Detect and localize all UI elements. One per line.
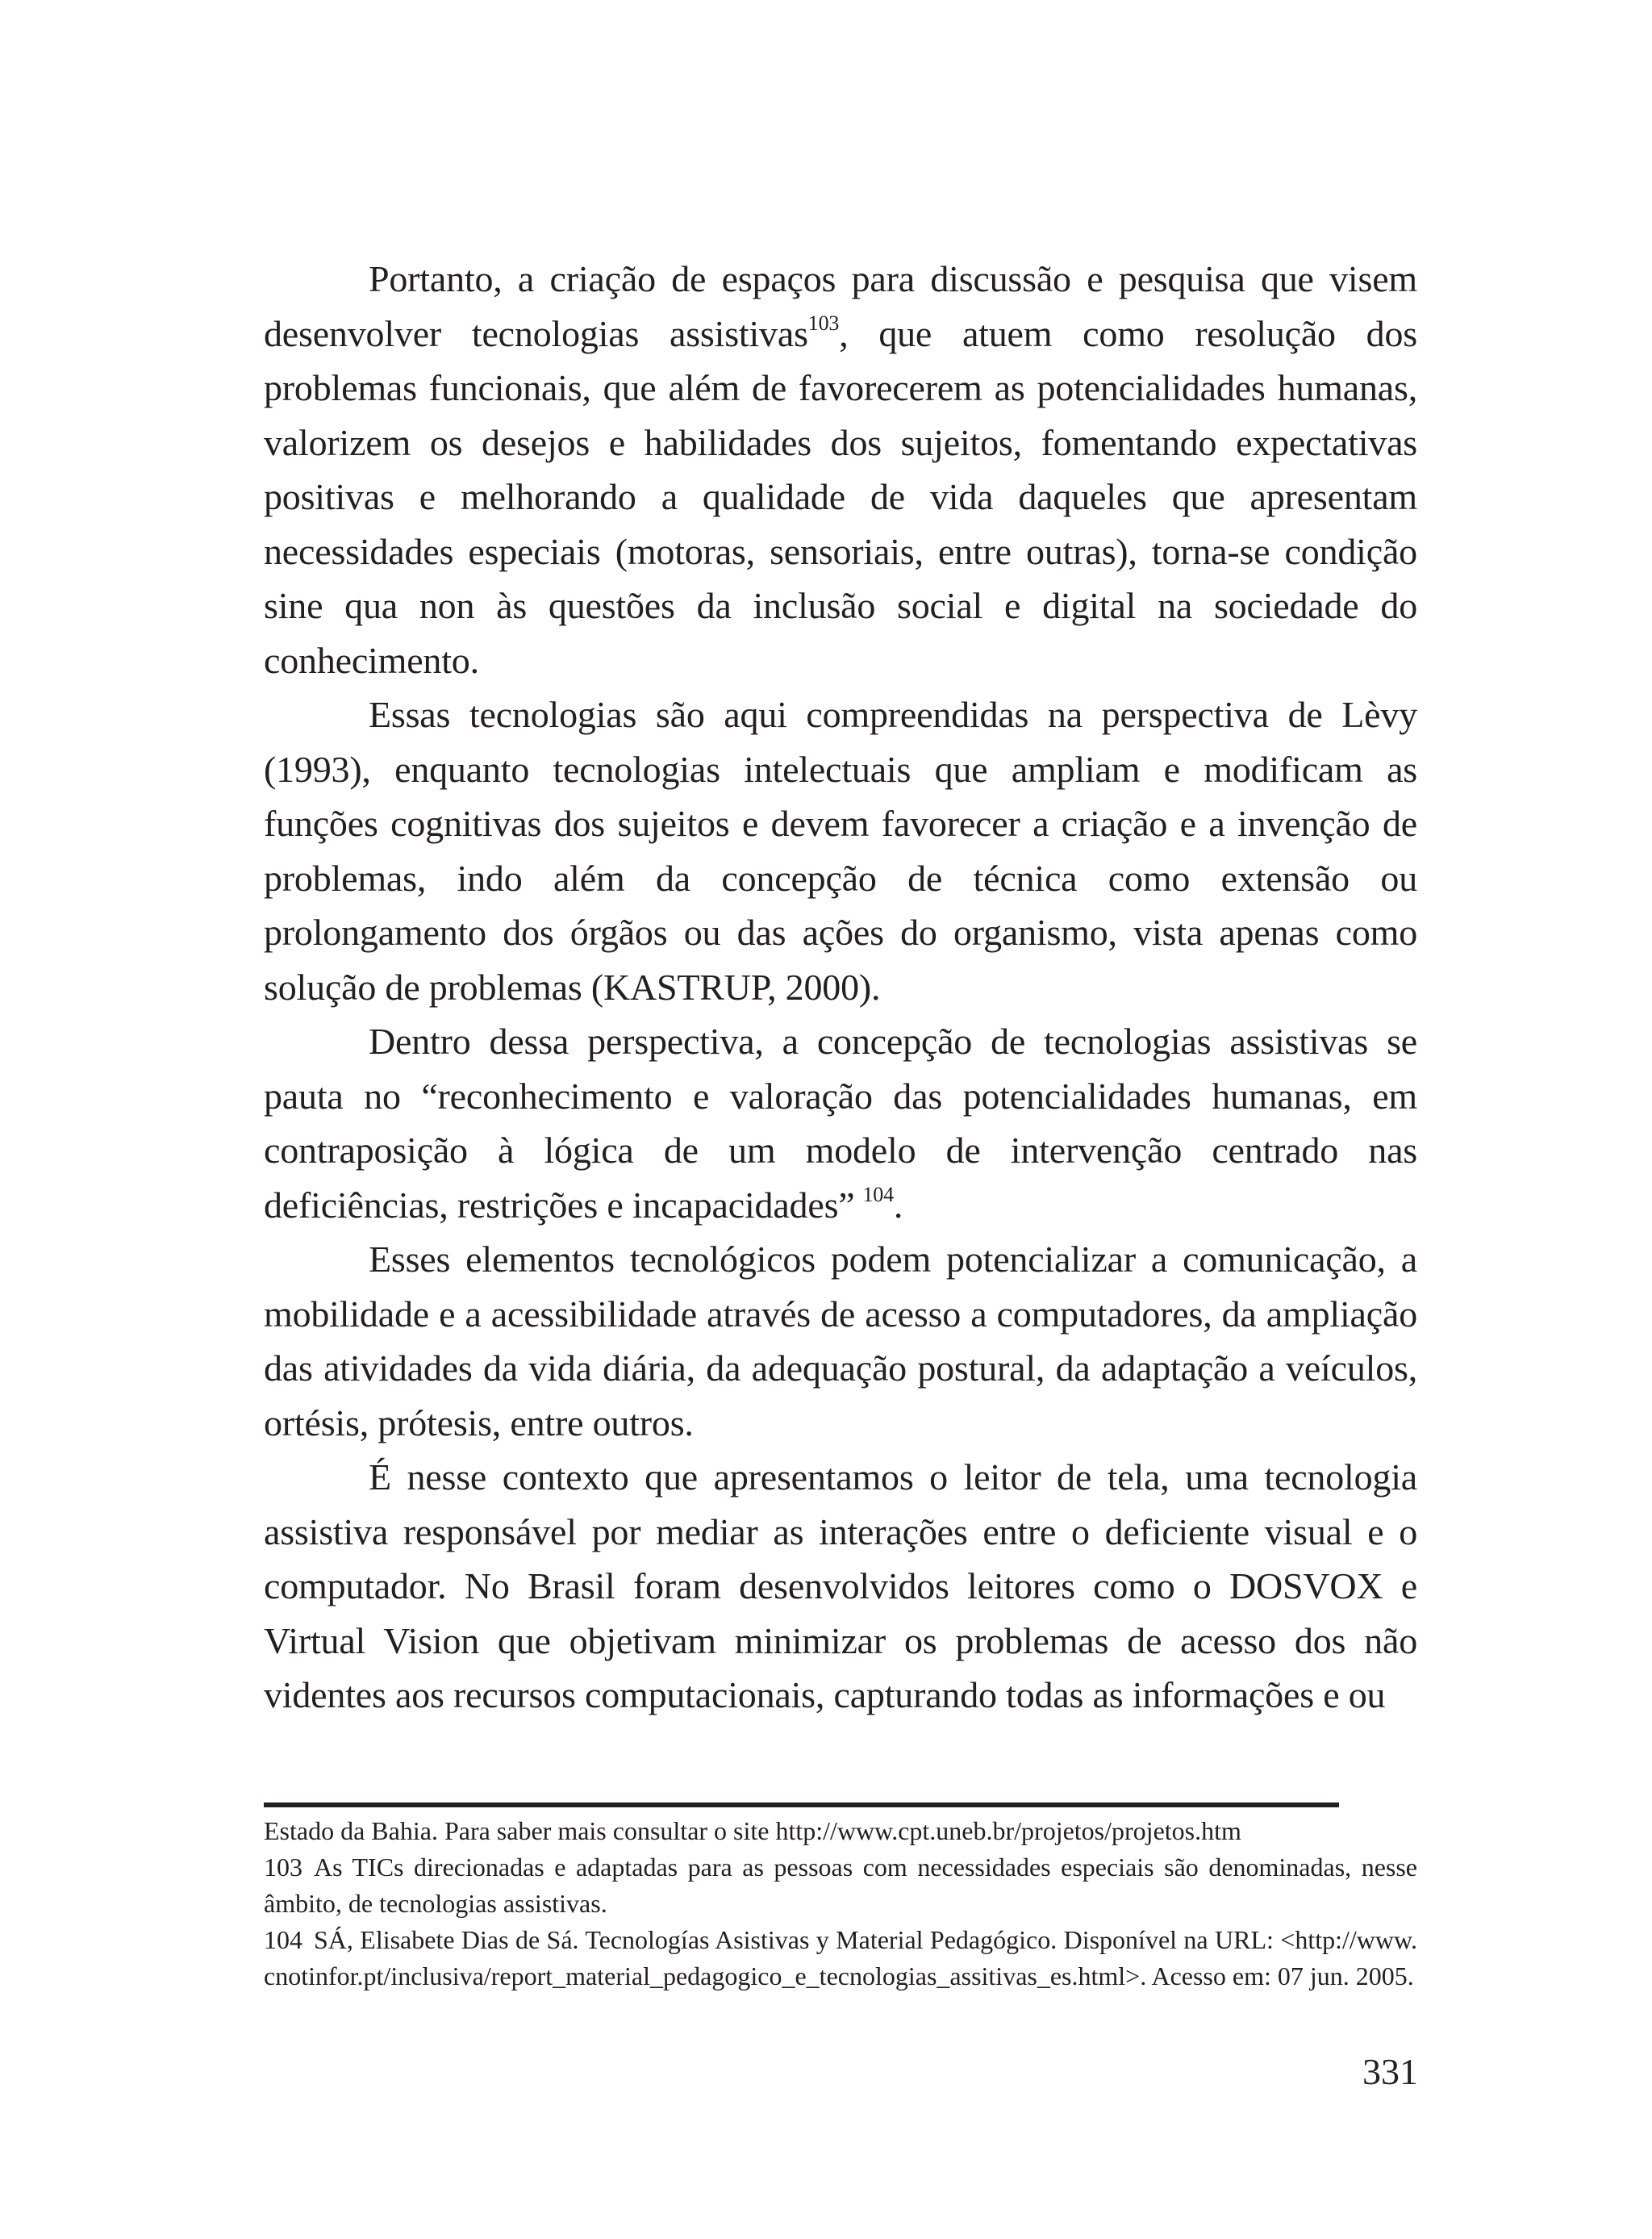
paragraph-3-text-a: Dentro dessa perspectiva, a concepção de tecnologias assistivas se pauta no “reconhecimento e valoração das potencialidades humanas, em contraposição à lógica de um modelo de intervenção centrado nas deficiências, restrições e incapacidades” [264,1021,1417,1226]
footnote-ref-104: 104 [862,1182,894,1206]
body-text [264,252,1417,1723]
paragraph-1 [264,252,1417,687]
footnote-104-number: 104 [264,1925,302,1954]
page-number: 331 [1362,2051,1418,2092]
paragraph-5: É nesse contexto que apresentamos o leitor de tela, uma tecnologia assistiva responsável por mediar as interações entre o deficiente visual e o computador. No Brasil foram desenvolvidos leitores como o DOSVOX e Virtual Vision que objetivam minimizar os problemas de acesso dos não videntes aos recursos computacionais, capturando todas as informações e ou [264,1456,1417,1715]
footnotes [264,1813,1417,1995]
paragraph-3 [264,1014,1417,1232]
paragraph-2: Essas tecnologias são aqui compreendidas na perspectiva de Lèvy (1993), enquanto tecnologias intelectuais que ampliam e modificam as funções cognitivas dos sujeitos e devem favorecer a criação e a invenção de problemas, indo além da concepção de técnica como extensão ou prolongamento dos órgãos ou das ações do organismo, vista apenas como solução de problemas (KASTRUP, 2000). [264,694,1417,1008]
footnote-103-text: As TICs direcionadas e adaptadas para as pessoas com necessidades especiais são denominadas, nesse âmbito, de tecnologias assistivas. [264,1853,1417,1918]
paragraph-3-text-b: . [893,1184,903,1226]
paragraph-4: Esses elementos tecnológicos podem potencializar a comunicação, a mobilidade e a acessibilidade através de acesso a computadores, da ampliação das atividades da vida diária, da adequação postural, da adaptação a veículos, ortésis, prótesis, entre outros. [264,1239,1417,1443]
footnote-103-number: 103 [264,1853,302,1882]
footnote-continued: Estado da Bahia. Para saber mais consultar o site http://www.cpt.uneb.br/projetos/projetos.htm [264,1816,1241,1845]
footnote-103 [264,1849,1417,1922]
footnote-104-text-b: . Acesso em: 07 jun. 2005. [1140,1961,1414,1990]
footnote-ref-103: 103 [807,311,840,335]
footnote-separator [264,1802,1339,1807]
footnote-104 [264,1922,1417,1995]
footnote-104-url: <http://www.cnotinfor.pt/inclusiva/report_material_pedagogico_e_tecnologias_assitivas_es.html> [264,1925,1418,1990]
footnote-104-text-a: SÁ, Elisabete Dias de Sá. Tecnologías Asistivas y Material Pedagógico. Disponível na URL: [314,1925,1274,1954]
paragraph-1-text-b: , que atuem como resolução dos problemas funcionais, que além de favorecerem as potencialidades humanas, valorizem os desejos e habilidades dos sujeitos, fomentando expectativas positivas e melhorando a qualidade de vida daqueles que apresentam necessidades especiais (motoras, sensoriais, entre outras), torna-se condição sine qua non às questões da inclusão social e digital na sociedade do conhecimento. [264,312,1417,681]
paragraph-1-text-a: Portanto, a criação de espaços para discussão e pesquisa que visem desenvolver tecnologias assistivas [264,258,1417,354]
